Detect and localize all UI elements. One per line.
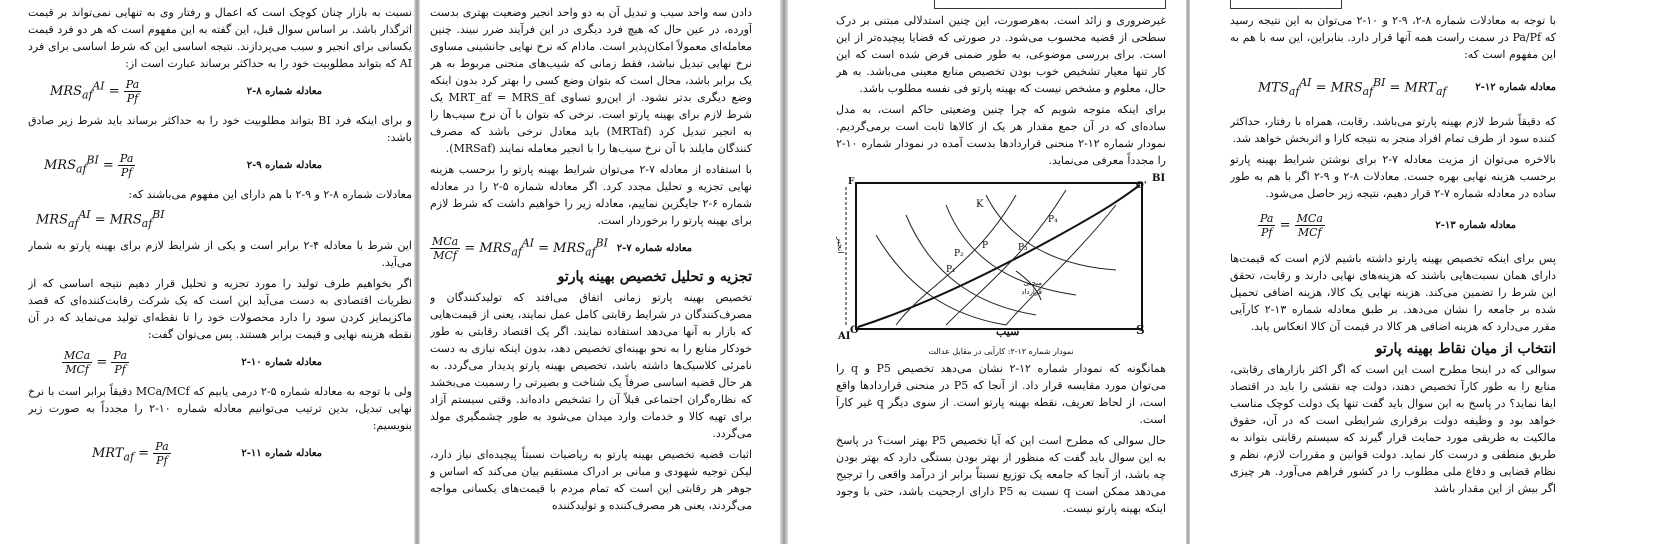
label-O: O xyxy=(850,325,859,336)
paragraph: پس برای اینکه تخصیص بهینه پارتو داشته باشیم لازم است که قیمت‌ها دارای همان نسبت‌هایی باشند که هزینه‌های نهایی دارند و رقابت، تحقق این شرط را تضمین می‌کند. هزینه نهایی یک کالا، هزینه اضافی تحمیل شده بر جامعه را نشان می‌دهد. بر طبق معادله شماره ۱۳-۲ کارآیی مقرر می‌دارد که هزینه اضافی هر کالا در قیمت آن کالا انعکاس یابد. xyxy=(1230,252,1556,333)
paragraph: با استفاده از معادله ۷-۲ می‌توان شرایط بهینه پارتو را برحسب هزینه نهایی تجزیه و تحلیل مجدد کرد. اگر معادله شماره ۵-۲ را در معادله شماره ۶-۲ جایگزین نماییم، معادله زیر را خواهیم داشت که شرط لازم برای بهینه پارتو را برخوردار است. xyxy=(430,163,752,227)
label-AI: AI xyxy=(838,331,851,342)
equation: $\frac{\text{MCa}}{\text{MCf}}$ = $\frac{Pa}{Pf}$ xyxy=(64,348,127,376)
paragraph: دادن سه واحد سیب و تبدیل آن به دو واحد انجیر وضعیت بهتری بدست آورده، در عین حال که هیچ فرد دیگری در این فرآیند ضرر نبیند. چنین معامله‌ای معمولاً امکان‌پذیر است. مادام که نرخ نهایی جانشینی مساوی نرخ نهایی تبدیل نباشد، فقط زمانی که شیب‌های منحنی مربوط به هر یک برابر باشد، محال است که بتوان وضع کسی را بهتر کرد بدون اینکه وضع دیگری بدتر نشود. از این‌رو تساوی MRT_af = MRS_af یک شرط لازم برای بهینه پارتو است. نرخی که بتوان با آن نرخ سیب‌ها را به انجیر تبدیل کرد (MRTaf) باید معادل نرخی باشد که مصرف کنندگان مایلند با آن نرخ سیب‌ها را با انجیر معامله نمایند (MRSaf). xyxy=(430,6,752,155)
equation: $MTS_{af}^{AI} = MRS_{af}^{BI} = MRT_{af}$ xyxy=(1258,76,1447,98)
page-gutter xyxy=(1186,0,1190,544)
indifference-curve xyxy=(1006,205,1116,325)
equation: $MRS_{af}^{AI} = MRS_{af}^{BI}$ xyxy=(36,208,165,230)
label-S: S xyxy=(1136,323,1145,337)
equation: $MRS_{af}^{BI}$ = $\frac{Pa}{Pf}$ xyxy=(44,151,134,179)
section-heading: انتخاب از میان نقاط بهینه پارتو xyxy=(1375,341,1556,357)
page-4 xyxy=(1230,0,1556,544)
label-BI: BI xyxy=(1152,173,1166,184)
equation: $MRS_{af}^{AI}$ = $\frac{Pa}{Pf}$ xyxy=(50,77,140,105)
header-box xyxy=(934,0,1166,9)
equation-row xyxy=(430,233,752,263)
equation-label: معادله شماره ۱۲-۲ xyxy=(1475,81,1556,93)
equation-label: معادله شماره ۹-۲ xyxy=(246,159,322,171)
label-O-prime: O' xyxy=(1136,181,1147,191)
equation-row xyxy=(28,347,412,377)
paragraph: این شرط با معادله ۴-۲ برابر است و یکی از شرایط لازم برای بهینه پارتو به شمار می‌آید. xyxy=(28,239,412,269)
label-F: F xyxy=(848,177,855,187)
equation-row xyxy=(28,76,412,106)
paragraph: اگر بخواهیم طرف تولید را مورد تجزیه و تحلیل قرار دهیم نتیجه اساسی که از نظریات اقتصادی به دست می‌آید این است که یک شرکت رقابت‌کننده‌ای که قصد ماکزیمایز کردن سود را دارد محصولات خود را تا نقطه‌ای تولید می‌نماید که در آن نقطه هزینه نهایی و قیمت برابر هستند. پس می‌توان گفت: xyxy=(28,277,412,341)
equation-label: معادله شماره ۷-۲ xyxy=(616,242,692,254)
section-heading: تجزیه و تحلیل تخصیص بهینه پارتو xyxy=(557,269,752,285)
label-P1: P₁ xyxy=(946,265,956,275)
equation-label: معادله شماره ۸-۲ xyxy=(246,85,322,97)
figure xyxy=(836,175,1166,343)
page-gutter xyxy=(780,0,788,544)
paragraph: حال سوالی که مطرح است این که آیا تخصیص P5 بهتر است؟ در پاسخ به این سوال باید گفت که منظور از بهتر بودن بستگی دارد که بهتر بودن چه باشد، از آنجا که جامعه یک توزیع نسبتاً برابر از درآمد واقعی را ترجیح می‌دهد ممکن است q نسبت به P5 دارای ارجحیت باشد، حتی با وجود اینکه بهینه پارتو نیست. xyxy=(836,434,1166,515)
indifference-curve xyxy=(906,215,1036,315)
equation: $\frac{Pa}{Pf}$ = $\frac{\text{MCa}}{\text{MCf}}$ xyxy=(1260,211,1323,239)
paragraph: معادلات شماره ۸-۲ و ۹-۲ با هم دارای این مفهوم می‌باشند که: xyxy=(128,188,412,201)
equation-row xyxy=(1230,206,1556,244)
paragraph: غیرضروری و زائد است. به‌هرصورت، این چنین استدلالی مبتنی بر درک سطحی از قضیه محسوب می‌شود. در صورتی که قضایا پیچیده‌تر از این است. برای بررسی موضوعی، به طور ضمنی فرض شده است که این کار تنها معیار تشخیص خوب بودن تخصیص منابع معینی می‌باشد. به هر حال، معلوم و مشخص نیست که بهینه پارتو فی نفسه مطلوب باشد. xyxy=(836,14,1166,95)
paragraph: اثبات قضیه تخصیص بهینه پارتو به ریاضیات نسبتاً پیچیده‌ای نیاز دارد، لیکن توجیه شهودی و مبانی بر ادراک مستقیم بیان می‌کند که اساس و جوهر هر رقابتی این است که تمام مردم با قیمت‌های یکسانی مواجه می‌گردند، یعنی هر مصرف‌کننده و تولیدکننده xyxy=(430,448,752,512)
label-P: P xyxy=(982,241,989,251)
paragraph: با توجه به معادلات شماره ۸-۲، ۹-۲ و ۱۰-۲ می‌توان به این نتیجه رسید که Pa/Pf در سمت راست همه آنها قرار دارد. بنابراین، این سه با هم به این مفهوم است که: xyxy=(1230,14,1556,61)
paragraph: و برای اینکه فرد BI بتواند مطلوبیت خود را به حداکثر برساند باید شرط زیر صادق باشد: xyxy=(28,114,412,144)
page-3 xyxy=(836,0,1166,544)
page-gutter xyxy=(414,0,420,544)
page-1 xyxy=(28,0,412,544)
label-P2: P₂ xyxy=(954,249,964,259)
equation-label: معادله شماره ۱۰-۲ xyxy=(241,356,322,368)
label-contract-curve: منحنی قرارداد xyxy=(1021,279,1042,296)
equation: $MRT_{af}$ = $\frac{Pa}{Pf}$ xyxy=(92,439,169,467)
header-box xyxy=(1230,0,1342,9)
paragraph: بالاخره می‌توان از مزیت معادله ۷-۲ برای نوشتن شرایط بهینه پارتو برحسب هزینه نهایی بهره جست. معادلات ۸-۲ و ۹-۲ اگر با هم به طور ساده در معادله شماره ۷-۲ قرار دهیم، نتیجه زیر حاصل می‌شود. xyxy=(1230,153,1556,200)
paragraph: ولی با توجه به معادله شماره ۵-۲ درمی یابیم که MCa/MCf دقیقاً برابر است با نرخ نهایی تبدیل، بدین ترتیب می‌توانیم معادله شماره ۱۰-۲ را مجدداً به صورت زیر بنویسیم: xyxy=(28,385,412,432)
figure-caption: نمودار شماره ۱۲-۲: کارآیی در مقابل عدالت xyxy=(928,347,1074,356)
label-P4: P₄ xyxy=(1048,215,1058,225)
box-frame xyxy=(856,183,1142,329)
equation-label: معادله شماره ۱۳-۲ xyxy=(1435,219,1516,231)
label-fig: انجیر xyxy=(836,237,845,254)
page-2 xyxy=(430,0,752,544)
paragraph: نسبت به بازار چنان کوچک است که اعمال و رفتار وی به تنهایی نمی‌تواند بر قیمت اثرگذار باشد. بر اساس سوال قبل، این گفته به این مفهوم است که هر دو فرد قیمت یکسانی برای انجیر و سیب می‌پردازند. نتیجه اساسی این که شرط اساسی برای فرد AI که بتواند مطلوبیت خود را به حداکثر برساند عبارت است از: xyxy=(28,6,412,70)
label-K: K xyxy=(976,199,984,210)
equation-row xyxy=(1230,67,1556,107)
label-apple: سیب xyxy=(996,325,1020,338)
edgeworth-box-diagram xyxy=(836,175,1166,335)
equation-label: معادله شماره ۱۱-۲ xyxy=(241,447,322,459)
label-P3: P₃ xyxy=(1018,243,1028,253)
paragraph: همانگونه که نمودار شماره ۱۲-۲ نشان می‌دهد تخصیص P5 و q را می‌توان مورد مقایسه قرار داد. از آنجا که P5 در منحنی قراردادها واقع است، از لحاظ تعریف، نقطه بهینه پارتو است. از سوی دیگر q غیر کارآ است. xyxy=(836,362,1166,426)
equation-row xyxy=(28,150,412,180)
equation-row xyxy=(28,438,412,468)
equation-row xyxy=(28,207,412,231)
paragraph: که دقیقاً شرط لازم بهینه پارتو می‌باشد. رقابت، همراه با رفتار، حداکثر کننده سود از طرف تمام افراد منجر به نتیجه کارا و اثربخش خواهد شد. xyxy=(1230,115,1556,145)
indifference-curve xyxy=(986,195,1116,270)
paragraph: برای اینکه متوجه شویم که چرا چنین وضعیتی حاکم است، به مدل ساده‌ای که در آن جمع مقدار هر یک از کالاها ثابت است برمی‌گردیم. نمودار شماره ۱۲-۲ منحنی قراردادها بدست آمده در نمودار شماره ۱۰-۲ را مجدداً معرفی می‌نماید. xyxy=(836,103,1166,167)
paragraph: تخصیص بهینه پارتو زمانی اتفاق می‌افتد که تولیدکنندگان و مصرف‌کنندگان در شرایط رقابتی کامل عمل نمایند، یعنی از قیمت‌هایی که بازار به آنها می‌دهد استفاده نمایند. اگر یک اقتصاد رقابتی به طور خودکار منابع را به نحو بهینه‌ای تخصیص دهد، بدون اینکه نیازی به دست نامرئی کلاسیک‌ها داشته باشد، تخصیص بهینه پارتو پدیدار می‌گردد. به هر حال قضیه اساسی صرفاً یک شناخت و بصیرتی را رسمیت می‌بخشد که نظاره‌گران اجتماعی قبلاً آن را تشخیص داده‌اند. وقتی سیستم آزاد برای تهیه کالا و خدمات وارد میدان می‌شود به طور چشمگیری مولد می‌گردد. xyxy=(430,291,752,440)
equation: $\frac{\text{MCa}}{\text{MCf}}$ = $MRS_{af}^{AI} = MRS_{af}^{BI}$ xyxy=(432,234,608,262)
paragraph: سوالی که در اینجا مطرح است این است که اگر اکثر بازارهای رقابتی، منابع را به طور کارآ تخصیص دهند، دولت چه نقشی را باید در اقتصاد ایفا نماید؟ در پاسخ به این سوال باید گفت تنها یک دولت کوچک مناسب خواهد بود و وظیفه دولت برقراری شرایطی است که در آن، حقوق مالکیت به طریقی مورد حمایت قرار گیرند که سیستم رقابتی بتواند به طریق منطقی و درست کار نماید. دولت قوانین و مقررات لازم، نظم و نظام قضایی و دفاع ملی مطلوب را در کشور فراهم می‌آورد. هر چیزی اگر بیش از این مقدار باشد xyxy=(1230,363,1556,495)
indifference-curve xyxy=(946,190,1066,325)
